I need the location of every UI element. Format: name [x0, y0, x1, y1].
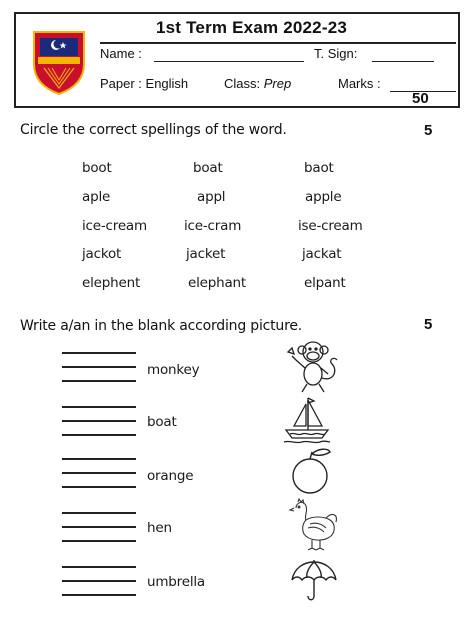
class-label: [224, 76, 291, 91]
answer-line[interactable]: [62, 458, 136, 460]
tsign-field[interactable]: [372, 61, 434, 62]
tsign-label: T. Sign:: [314, 46, 358, 61]
answer-line[interactable]: [62, 580, 136, 582]
umbrella-icon: [290, 558, 338, 604]
q2-word: hen: [147, 520, 172, 536]
q1-word[interactable]: elephant: [188, 275, 247, 291]
answer-line[interactable]: [62, 420, 136, 422]
paper-label: Paper : English: [100, 76, 189, 91]
monkey-icon: [282, 338, 344, 396]
total-marks: 50: [412, 90, 429, 107]
exam-title: 1st Term Exam 2022-23: [156, 18, 348, 37]
q1-word[interactable]: elpant: [304, 275, 346, 291]
answer-line[interactable]: [62, 512, 136, 514]
q1-word[interactable]: ice-cram: [184, 218, 242, 234]
q2-title: Write a/an in the blank according picture.: [20, 318, 303, 334]
answer-line[interactable]: [62, 352, 136, 354]
answer-line[interactable]: [62, 366, 136, 368]
boat-icon: [282, 394, 332, 444]
q2-word: monkey: [147, 362, 200, 378]
answer-line[interactable]: [62, 526, 136, 528]
q2-word: boat: [147, 414, 177, 430]
q2-marks: 5: [424, 316, 433, 333]
q1-marks: 5: [424, 122, 433, 139]
hen-icon: [288, 498, 340, 552]
q1-word[interactable]: jackat: [302, 246, 342, 262]
q1-word[interactable]: boat: [193, 160, 223, 176]
answer-line[interactable]: [62, 594, 136, 596]
class-value: Prep: [263, 76, 292, 91]
name-label: Name :: [100, 46, 142, 61]
answer-line[interactable]: [62, 472, 136, 474]
q1-word[interactable]: ice-cream: [82, 218, 147, 234]
q1-word[interactable]: apple: [305, 189, 342, 205]
title-underline: [100, 42, 456, 44]
orange-icon: [290, 446, 334, 496]
q1-word[interactable]: appl: [197, 189, 226, 205]
name-field[interactable]: [154, 61, 304, 62]
answer-line[interactable]: [62, 434, 136, 436]
q1-word[interactable]: jackot: [82, 246, 122, 262]
q1-word[interactable]: ise-cream: [298, 218, 363, 234]
q2-word: orange: [147, 468, 194, 484]
q1-word[interactable]: baot: [304, 160, 334, 176]
answer-line[interactable]: [62, 406, 136, 408]
school-logo: [30, 30, 88, 96]
answer-line[interactable]: [62, 540, 136, 542]
q1-title: Circle the correct spellings of the word.: [20, 122, 287, 138]
q2-word: umbrella: [147, 574, 206, 590]
q1-word[interactable]: aple: [82, 189, 111, 205]
class-label-text: Class:: [224, 76, 261, 91]
q1-word[interactable]: jacket: [186, 246, 226, 262]
answer-line[interactable]: [62, 566, 136, 568]
answer-line[interactable]: [62, 380, 136, 382]
exam-header: [14, 12, 460, 108]
answer-line[interactable]: [62, 486, 136, 488]
q1-word[interactable]: boot: [82, 160, 112, 176]
q1-word[interactable]: elephent: [82, 275, 141, 291]
marks-label: Marks :: [338, 76, 381, 91]
